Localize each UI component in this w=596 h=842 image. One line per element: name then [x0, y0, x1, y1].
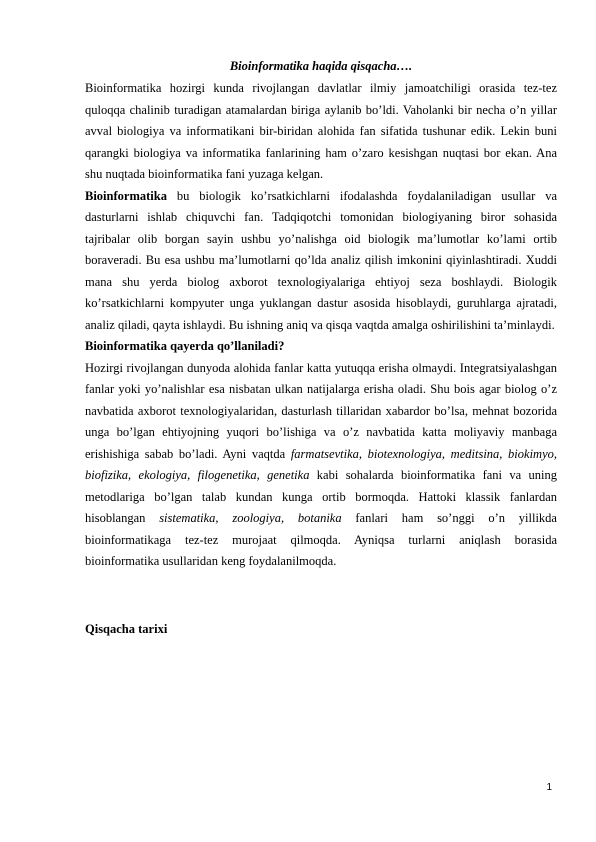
page-number: 1 — [546, 782, 552, 793]
section-heading-usage: Bioinformatika qayerda qo’llaniladi? — [85, 339, 285, 353]
document-title: Bioinformatika haqida qisqacha…. — [229, 59, 413, 73]
section-heading-history: Qisqacha tarixi — [85, 621, 168, 636]
document-page — [85, 58, 557, 640]
usage-text-b: kabi sohalarda bioinformatika fani va uning metodlariga bo’lgan talab kundan kunga ortib bormoqda. Hattoki klassik fanlardan hisoblangan — [85, 468, 558, 525]
term-bioinformatika: Bioinformatika — [85, 188, 167, 203]
usage-fields-list: farmatsevtika, biotexnologiya, meditsina, biokimyo, biofizika, ekologiya, filogenetika, genetika — [85, 446, 557, 482]
usage-text-a: Hozirgi rivojlangan dunyoda alohida fanlar katta yutuqqa erisha olmaydi. Integratsiyalashgan fanlar yoki yo’nalishlar esa nisbatan ulkan natijalarga erisha oladi. Shu bois agar biolog o’z navbatida axborot texnologiyalaridan, dasturlash tillaridan xabardor bo’lsa, mehnat bozorida unga bo’lgan ehtiyojning yuqori bo’lishiga va o’z navbatida katta moliyaviy manbaga erishishiga sabab bo’ladi. Ayni vaqtda — [85, 360, 557, 461]
usage-text-c: fanlari ham so’nggi o’n yillikda bioinformatikaga tez-tez murojaat qilmoqda. Ayniqsa turlarni aniqlash borasida bioinformatika usullaridan keng foydalanilmoqda. — [85, 511, 557, 568]
spacer — [85, 573, 557, 619]
paragraph-usage — [85, 358, 557, 573]
paragraph-intro: Bioinformatika hozirgi kunda rivojlangan davlatlar ilmiy jamoatchiligi orasida tez-tez quloqqa chalinib turadigan atamalardan biriga aylanib bo’ldi. Vaholanki bir necha o’n yillar avval biologiya va informatikani bir-biridan alohida fan sifatida tushunar edik. Lekin buni qarangki biologiya va informatika fanlarining ham o’zaro kesishgan nuqtasi bor ekan. Ana shu nuqtada bioinformatika fani yuzaga kelgan. — [85, 81, 557, 181]
classic-fields-list: sistematika, zoologiya, botanika — [159, 511, 342, 525]
paragraph-definition — [85, 186, 557, 337]
definition-text: bu biologik ko’rsatkichlarni ifodalashda foydalaniladigan usullar va dasturlarni ishlab chiquvchi fan. Tadqiqotchi tomonidan biologiyaning biror sohasida tajribalar olib borgan sayin ushbu yo’nalishga oid biologik ma’lumotlar ko’lami ortib boraveradi. Bu esa ushbu ma’lumotlarni qo’lda analiz qilish imkonini qiyinlashtiradi. Xuddi mana shu yerda biolog axborot texnologiyalariga ehtiyoj seza boshlaydi. Biologik ko’rsatkichlarni kompyuter unga yuklangan dastur asosida hisoblaydi, guruhlarga ajratadi, analiz qiladi, qayta ishlaydi. Bu ishning aniq va qisqa vaqtda amalga oshirilishini ta’minlaydi. — [85, 188, 557, 332]
